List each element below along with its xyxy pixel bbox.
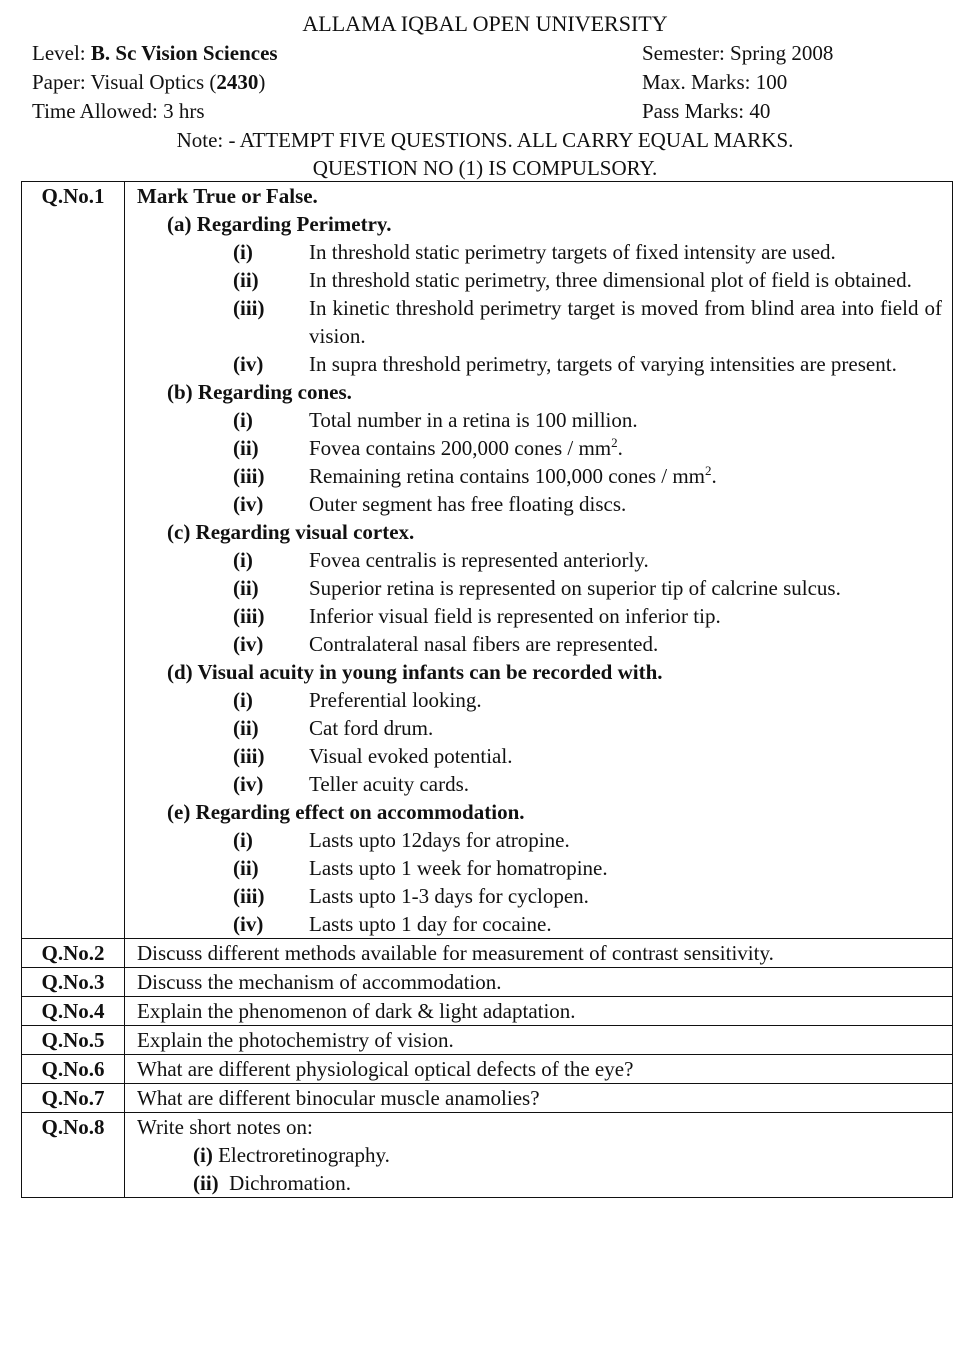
item-text-main: Preferential looking. [309, 688, 482, 712]
item-text-main: Lasts upto 12days for atropine. [309, 828, 570, 852]
item-text-main: In kinetic threshold perimetry target is moved from blind area into field of vision. [309, 296, 942, 348]
item-text [309, 686, 942, 714]
question-row [22, 997, 953, 1026]
question-text: Explain the photochemistry of vision. [125, 1026, 953, 1055]
item-text-main: Contralateral nasal fibers are represented. [309, 632, 659, 656]
item-numeral: (iv) [233, 492, 264, 516]
item-text-main: Lasts upto 1 day for cocaine. [309, 912, 552, 936]
item-text-main: Outer segment has free floating discs. [309, 492, 627, 516]
question-text: Discuss different methods available for measurement of contrast sensitivity. [125, 939, 953, 968]
item-text [309, 266, 942, 294]
item-text-main: Lasts upto 1-3 days for cyclopen. [309, 884, 589, 908]
paper-close: ) [258, 70, 266, 94]
item-numeral: (ii) [233, 268, 259, 292]
list-item [137, 266, 942, 294]
q8-items [137, 1141, 942, 1197]
item-text [309, 826, 942, 854]
list-item [137, 630, 942, 658]
list-item [137, 910, 942, 938]
question-number: Q.No.6 [22, 1055, 125, 1084]
level-value: B. Sc Vision Sciences [90, 41, 278, 65]
item-text [309, 490, 942, 518]
list-item [137, 602, 942, 630]
list-item [137, 462, 942, 490]
item-text [309, 714, 942, 742]
section-title: (d) Visual acuity in young infants can be recorded with. [167, 660, 663, 684]
item-text-main: Lasts upto 1 week for homatropine. [309, 856, 608, 880]
level-label: Level: [32, 41, 91, 65]
question-row [22, 1026, 953, 1055]
item-numeral: (i) [233, 408, 253, 432]
item-numeral: (i) [233, 548, 253, 572]
section-title: (a) Regarding Perimetry. [167, 212, 392, 236]
question-text: Discuss the mechanism of accommodation. [125, 968, 953, 997]
list-item [137, 294, 942, 350]
item-numeral: (ii) [233, 716, 259, 740]
item-text [309, 742, 942, 770]
note-line-1: Note: - ATTEMPT FIVE QUESTIONS. ALL CARRY EQUAL MARKS. [176, 128, 794, 152]
item-text: Dichromation. [218, 1171, 352, 1195]
question-number: Q.No.2 [22, 939, 125, 968]
question-body [125, 1113, 953, 1198]
item-text-main: Inferior visual field is represented on inferior tip. [309, 604, 721, 628]
item-numeral: (iii) [233, 744, 265, 768]
question-row-8 [22, 1113, 953, 1198]
item-numeral: (i) [193, 1143, 213, 1167]
item-numeral: (iii) [233, 604, 265, 628]
list-item [137, 770, 942, 798]
item-text-main: Fovea contains 200,000 cones / mm [309, 436, 612, 460]
question-row [22, 1055, 953, 1084]
item-text [309, 434, 942, 462]
item-text-main: In supra threshold perimetry, targets of varying intensities are present. [309, 352, 897, 376]
item-text [309, 854, 942, 882]
item-numeral: (ii) [193, 1171, 219, 1195]
item-text: Electroretinography. [212, 1143, 390, 1167]
question-number: Q.No.1 [22, 182, 125, 939]
list-item [137, 406, 942, 434]
item-text [309, 238, 942, 266]
question-row [22, 939, 953, 968]
item-text-end: . [711, 464, 717, 488]
question-number: Q.No.7 [22, 1084, 125, 1113]
item-text [309, 770, 942, 798]
list-item [193, 1141, 942, 1169]
item-numeral: (i) [233, 688, 253, 712]
item-numeral: (i) [233, 828, 253, 852]
list-item [137, 238, 942, 266]
item-text [309, 882, 942, 910]
item-numeral: (iv) [233, 772, 264, 796]
item-text [309, 546, 942, 574]
list-item [137, 882, 942, 910]
note-line-2: QUESTION NO (1) IS COMPULSORY. [312, 156, 658, 180]
level-line [32, 39, 278, 67]
list-item [137, 350, 942, 378]
section-title: (b) Regarding cones. [167, 380, 352, 404]
list-item [137, 574, 942, 602]
item-numeral: (ii) [233, 856, 259, 880]
list-item [137, 714, 942, 742]
list-item [193, 1169, 942, 1197]
list-item [137, 686, 942, 714]
section-title: (e) Regarding effect on accommodation. [167, 800, 525, 824]
max-marks: Max. Marks: 100 [642, 70, 788, 94]
item-text-main: In threshold static perimetry, three dimensional plot of field is obtained. [309, 268, 912, 292]
q1-sections [137, 210, 942, 938]
item-text-main: Fovea centralis is represented anteriorly. [309, 548, 649, 572]
question-text: What are different physiological optical defects of the eye? [125, 1055, 953, 1084]
item-numeral: (i) [233, 240, 253, 264]
item-numeral: (iv) [233, 632, 264, 656]
simple-question-rows [22, 939, 953, 1113]
item-text-main: Remaining retina contains 100,000 cones / mm [309, 464, 706, 488]
question-number: Q.No.5 [22, 1026, 125, 1055]
item-numeral: (iii) [233, 884, 265, 908]
question-row [22, 968, 953, 997]
item-numeral: (iv) [233, 912, 264, 936]
paper-code: 2430 [216, 70, 259, 94]
item-text-end: . [617, 436, 623, 460]
list-item [137, 434, 942, 462]
item-numeral: (ii) [233, 436, 259, 460]
list-item [137, 854, 942, 882]
question-number: Q.No.8 [22, 1113, 125, 1198]
question-row-1 [22, 182, 953, 939]
item-text-main: Visual evoked potential. [309, 744, 513, 768]
question-number: Q.No.4 [22, 997, 125, 1026]
item-text [309, 406, 942, 434]
item-text [309, 574, 942, 602]
pass-marks: Pass Marks: 40 [642, 99, 771, 123]
question-text: Explain the phenomenon of dark & light adaptation. [125, 997, 953, 1026]
question-row [22, 1084, 953, 1113]
item-text-main: Superior retina is represented on superior tip of calcrine sulcus. [309, 576, 841, 600]
q1-heading: Mark True or False. [137, 184, 318, 208]
paper-label: Paper: Visual Optics ( [32, 70, 217, 94]
item-text [309, 294, 942, 350]
question-body [125, 182, 953, 939]
item-numeral: (ii) [233, 576, 259, 600]
item-text-main: Teller acuity cards. [309, 772, 470, 796]
superscript: 2 [611, 435, 618, 450]
item-numeral: (iv) [233, 352, 264, 376]
semester: Semester: Spring 2008 [642, 41, 834, 65]
list-item [137, 826, 942, 854]
list-item [137, 742, 942, 770]
item-text-main: Total number in a retina is 100 million. [309, 408, 638, 432]
time-allowed: Time Allowed: 3 hrs [32, 99, 205, 123]
item-numeral: (iii) [233, 464, 265, 488]
q8-text: Write short notes on: [137, 1115, 313, 1139]
item-text [309, 602, 942, 630]
section-title: (c) Regarding visual cortex. [167, 520, 415, 544]
list-item [137, 546, 942, 574]
question-text: What are different binocular muscle anamolies? [125, 1084, 953, 1113]
paper-line [32, 68, 265, 96]
item-numeral: (iii) [233, 296, 265, 320]
list-item [137, 490, 942, 518]
item-text-main: Cat ford drum. [309, 716, 434, 740]
item-text [309, 910, 942, 938]
item-text [309, 630, 942, 658]
question-number: Q.No.3 [22, 968, 125, 997]
item-text [309, 462, 942, 490]
superscript: 2 [705, 463, 712, 478]
questions-table [21, 181, 953, 1198]
item-text [309, 350, 942, 378]
item-text-main: In threshold static perimetry targets of fixed intensity are used. [309, 240, 836, 264]
university-title: ALLAMA IQBAL OPEN UNIVERSITY [302, 11, 668, 36]
